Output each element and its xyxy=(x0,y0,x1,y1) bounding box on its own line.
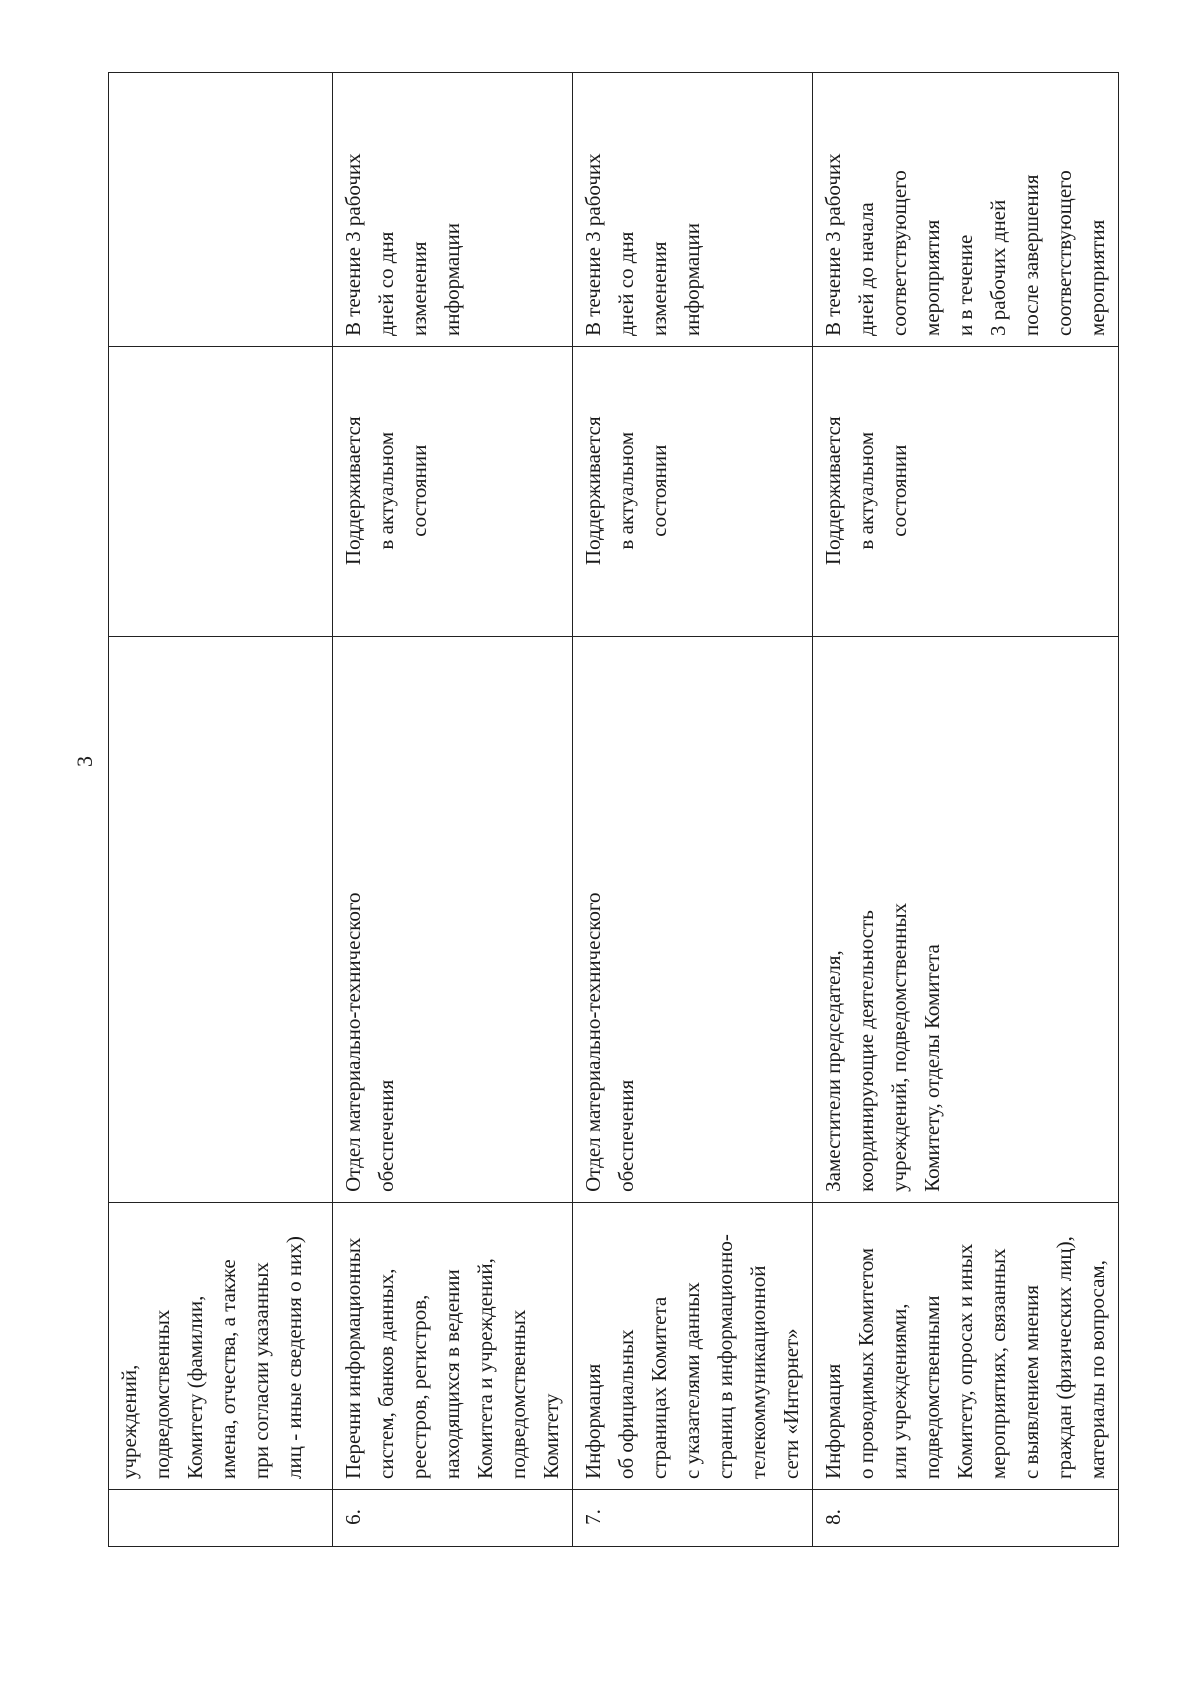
period-cell: В течение 3 рабочих дней со дня изменения информации xyxy=(333,73,573,347)
page-number: 3 xyxy=(72,756,97,767)
row-number-cell xyxy=(109,1490,333,1547)
rotated-page-content xyxy=(72,50,1170,1567)
period-cell: В течение 3 рабочих дней до начала соответствующего мероприятия и в течение 3 рабочих дней после завершения соответствующего мероприятия xyxy=(813,73,1119,347)
method-cell: Поддерживается в актуальном состоянии xyxy=(333,347,573,637)
method-cell xyxy=(109,347,333,637)
responsible-cell xyxy=(109,637,333,1202)
responsible-cell: Заместители председателя, координирующие деятельность учреждений, подведомственных Комитету, отделы Комитета xyxy=(813,637,1119,1202)
period-cell: В течение 3 рабочих дней со дня изменения информации xyxy=(573,73,813,347)
responsible-cell: Отдел материально-технического обеспечения xyxy=(333,637,573,1202)
table-row xyxy=(813,73,1119,1547)
info-cell: Информация о проводимых Комитетом или учреждениями, подведомственными Комитету, опросах и иных мероприятиях, связанных с выявлением мнения граждан (физических лиц), материалы по вопросам, xyxy=(813,1202,1119,1489)
table-row xyxy=(573,73,813,1547)
period-cell xyxy=(109,73,333,347)
responsible-cell: Отдел материально-технического обеспечения xyxy=(573,637,813,1202)
table-row xyxy=(109,73,333,1547)
info-cell: Информация об официальных страницах Комитета с указателями данных страниц в информационно- телекоммуникационной сети «Интернет» xyxy=(573,1202,813,1489)
method-cell: Поддерживается в актуальном состоянии xyxy=(813,347,1119,637)
table-row xyxy=(333,73,573,1547)
info-cell: учреждений, подведомственных Комитету (фамилии, имена, отчества, а также при согласии указанных лиц - иные сведения о них) xyxy=(109,1202,333,1489)
method-cell: Поддерживается в актуальном состоянии xyxy=(573,347,813,637)
disclosure-table xyxy=(108,72,1119,1547)
info-cell: Перечни информационных систем, банков данных, реестров, регистров, находящихся в ведении Комитета и учреждений, подведомственных Комитету xyxy=(333,1202,573,1489)
row-number-cell: 7. xyxy=(573,1490,813,1547)
row-number-cell: 8. xyxy=(813,1490,1119,1547)
row-number-cell: 6. xyxy=(333,1490,573,1547)
